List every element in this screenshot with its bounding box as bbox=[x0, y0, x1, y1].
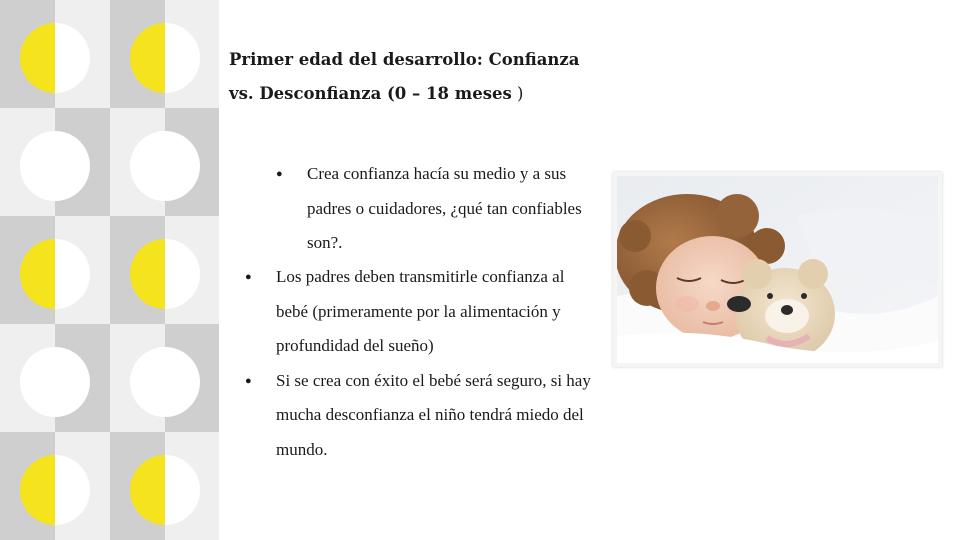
bullet-text: Los padres deben transmitirle confianza al bebé (primeramente por la alimentación y profundidad del sueño) bbox=[276, 267, 565, 356]
bullet-icon: ● bbox=[245, 374, 252, 387]
white-circle bbox=[20, 347, 90, 417]
bullet-text: Si se crea con éxito el bebé será seguro, si hay mucha desconfianza el niño tendrá miedo del mundo. bbox=[276, 370, 591, 459]
yellow-half-circle bbox=[20, 239, 90, 309]
sleeping-child-image bbox=[617, 176, 938, 363]
white-circle bbox=[130, 131, 200, 201]
white-circle bbox=[20, 131, 90, 201]
slide-title-main: Primer edad del desarrollo: Confianza vs. Desconfianza (0 – 18 meses bbox=[229, 50, 580, 103]
bullet-list bbox=[245, 260, 596, 468]
sub-bullet-list bbox=[276, 157, 597, 261]
geometric-pattern-panel bbox=[0, 0, 219, 540]
bullet-icon: ● bbox=[276, 168, 283, 180]
bullet-text: Crea confianza hacía su medio y a sus padres o cuidadores, ¿qué tan confiables son?. bbox=[307, 164, 582, 253]
yellow-half-circle bbox=[20, 23, 90, 93]
list-item bbox=[245, 364, 596, 468]
yellow-half-circle bbox=[130, 239, 200, 309]
bullet-icon: ● bbox=[245, 271, 252, 283]
photo-sleeping-child bbox=[613, 172, 942, 367]
slide-title bbox=[229, 43, 599, 111]
yellow-half-circle bbox=[130, 23, 200, 93]
list-item bbox=[276, 157, 597, 261]
list-item bbox=[245, 260, 596, 364]
slide-title-tail: ) bbox=[511, 84, 524, 103]
white-circle bbox=[130, 347, 200, 417]
yellow-half-circle bbox=[130, 455, 200, 525]
yellow-half-circle bbox=[20, 455, 90, 525]
